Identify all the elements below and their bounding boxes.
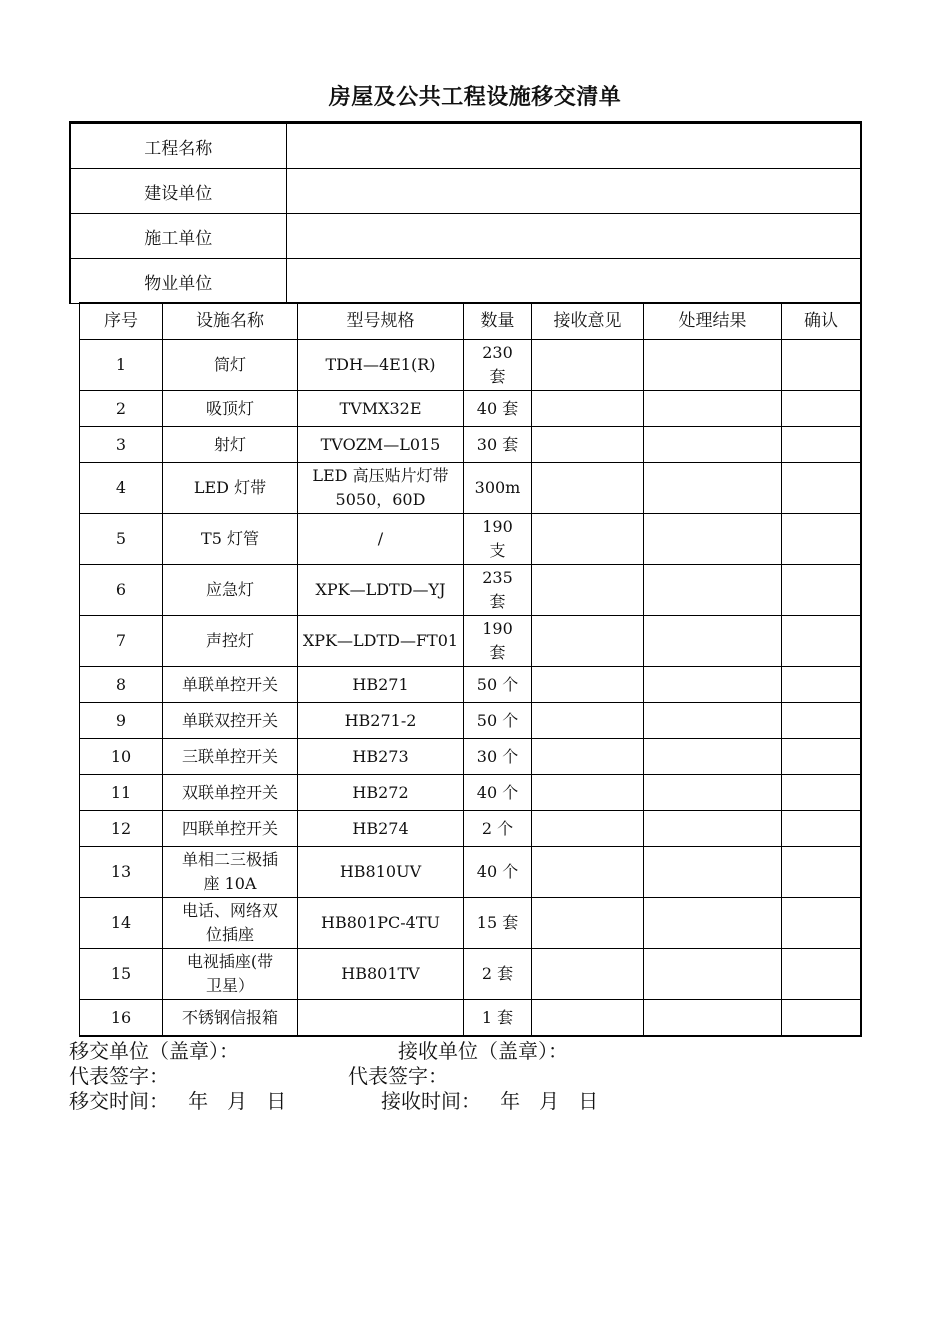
acceptance-opinion-cell[interactable] <box>532 1000 644 1037</box>
acceptance-opinion-cell[interactable] <box>532 775 644 811</box>
table-row <box>80 340 862 391</box>
processing-result-cell[interactable] <box>644 847 782 898</box>
receive-time-label: 接收时间： 年 月 日 <box>381 1089 599 1113</box>
model-spec: HB801TV <box>298 949 464 1000</box>
column-header: 型号规格 <box>298 303 464 340</box>
confirmation-cell[interactable] <box>782 391 862 427</box>
acceptance-opinion-cell[interactable] <box>532 739 644 775</box>
acceptance-opinion-cell[interactable] <box>532 898 644 949</box>
confirmation-cell[interactable] <box>782 775 862 811</box>
confirmation-cell[interactable] <box>782 616 862 667</box>
row-number: 14 <box>80 898 163 949</box>
row-number: 5 <box>80 514 163 565</box>
info-value[interactable] <box>286 123 861 169</box>
row-number: 11 <box>80 775 163 811</box>
info-row <box>70 259 861 304</box>
model-spec: XPK—LDTD—FT01 <box>298 616 464 667</box>
acceptance-opinion-cell[interactable] <box>532 340 644 391</box>
model-spec: XPK—LDTD—YJ <box>298 565 464 616</box>
row-number: 1 <box>80 340 163 391</box>
facility-name: 三联单控开关 <box>163 739 298 775</box>
facility-name: 应急灯 <box>163 565 298 616</box>
confirmation-cell[interactable] <box>782 739 862 775</box>
quantity: 40 套 <box>464 391 532 427</box>
facility-name: 电话、网络双 位插座 <box>163 898 298 949</box>
row-number: 8 <box>80 667 163 703</box>
processing-result-cell[interactable] <box>644 703 782 739</box>
model-spec: HB272 <box>298 775 464 811</box>
facility-name: T5 灯管 <box>163 514 298 565</box>
row-number: 6 <box>80 565 163 616</box>
processing-result-cell[interactable] <box>644 898 782 949</box>
processing-result-cell[interactable] <box>644 739 782 775</box>
confirmation-cell[interactable] <box>782 463 862 514</box>
model-spec: LED 高压贴片灯带 5050，60D <box>298 463 464 514</box>
confirmation-cell[interactable] <box>782 703 862 739</box>
info-label: 建设单位 <box>70 169 286 214</box>
row-number: 16 <box>80 1000 163 1037</box>
table-row <box>80 463 862 514</box>
info-row <box>70 169 861 214</box>
acceptance-opinion-cell[interactable] <box>532 667 644 703</box>
info-value[interactable] <box>286 214 861 259</box>
info-label: 工程名称 <box>70 123 286 169</box>
column-header: 序号 <box>80 303 163 340</box>
transfer-representative-label: 代表签字： <box>69 1064 169 1088</box>
processing-result-cell[interactable] <box>644 427 782 463</box>
table-row <box>80 391 862 427</box>
quantity: 190 支 <box>464 514 532 565</box>
acceptance-opinion-cell[interactable] <box>532 391 644 427</box>
facility-name: 不锈钢信报箱 <box>163 1000 298 1037</box>
row-number: 13 <box>80 847 163 898</box>
info-row <box>70 123 861 169</box>
acceptance-opinion-cell[interactable] <box>532 616 644 667</box>
transfer-time-label: 移交时间： 年 月 日 <box>69 1089 287 1113</box>
document-title: 房屋及公共工程设施移交清单 <box>328 85 622 110</box>
row-number: 9 <box>80 703 163 739</box>
table-row <box>80 616 862 667</box>
table-row <box>80 775 862 811</box>
facility-name: 单联单控开关 <box>163 667 298 703</box>
row-number: 15 <box>80 949 163 1000</box>
table-row <box>80 703 862 739</box>
info-value[interactable] <box>286 169 861 214</box>
model-spec: TVOZM—L015 <box>298 427 464 463</box>
facility-name: 吸顶灯 <box>163 391 298 427</box>
processing-result-cell[interactable] <box>644 616 782 667</box>
table-row <box>80 847 862 898</box>
acceptance-opinion-cell[interactable] <box>532 847 644 898</box>
row-number: 10 <box>80 739 163 775</box>
project-info-table <box>69 121 862 304</box>
processing-result-cell[interactable] <box>644 775 782 811</box>
facility-name: 单联双控开关 <box>163 703 298 739</box>
table-row <box>80 565 862 616</box>
column-header: 数量 <box>464 303 532 340</box>
facility-name: 单相二三极插 座 10A <box>163 847 298 898</box>
facility-name: 筒灯 <box>163 340 298 391</box>
facility-items-table <box>79 302 862 1037</box>
table-row <box>80 811 862 847</box>
table-row <box>80 898 862 949</box>
processing-result-cell[interactable] <box>644 565 782 616</box>
model-spec: / <box>298 514 464 565</box>
model-spec: HB810UV <box>298 847 464 898</box>
model-spec: HB274 <box>298 811 464 847</box>
processing-result-cell[interactable] <box>644 949 782 1000</box>
acceptance-opinion-cell[interactable] <box>532 811 644 847</box>
quantity: 2 套 <box>464 949 532 1000</box>
facility-name: 电视插座(带 卫星） <box>163 949 298 1000</box>
model-spec: HB271 <box>298 667 464 703</box>
quantity: 50 个 <box>464 667 532 703</box>
processing-result-cell[interactable] <box>644 667 782 703</box>
processing-result-cell[interactable] <box>644 391 782 427</box>
quantity: 40 个 <box>464 775 532 811</box>
quantity: 30 套 <box>464 427 532 463</box>
facility-name: 射灯 <box>163 427 298 463</box>
processing-result-cell[interactable] <box>644 514 782 565</box>
table-row <box>80 949 862 1000</box>
table-header-row <box>80 303 862 340</box>
confirmation-cell[interactable] <box>782 667 862 703</box>
quantity: 190 套 <box>464 616 532 667</box>
model-spec <box>298 1000 464 1037</box>
acceptance-opinion-cell[interactable] <box>532 949 644 1000</box>
quantity: 50 个 <box>464 703 532 739</box>
model-spec: HB801PC-4TU <box>298 898 464 949</box>
column-header: 处理结果 <box>644 303 782 340</box>
acceptance-opinion-cell[interactable] <box>532 514 644 565</box>
quantity: 300m <box>464 463 532 514</box>
table-row <box>80 1000 862 1037</box>
acceptance-opinion-cell[interactable] <box>532 427 644 463</box>
confirmation-cell[interactable] <box>782 811 862 847</box>
table-row <box>80 427 862 463</box>
column-header: 确认 <box>782 303 862 340</box>
quantity: 15 套 <box>464 898 532 949</box>
confirmation-cell[interactable] <box>782 847 862 898</box>
acceptance-opinion-cell[interactable] <box>532 703 644 739</box>
facility-name: 四联单控开关 <box>163 811 298 847</box>
quantity: 30 个 <box>464 739 532 775</box>
acceptance-opinion-cell[interactable] <box>532 463 644 514</box>
processing-result-cell[interactable] <box>644 340 782 391</box>
row-number: 7 <box>80 616 163 667</box>
column-header: 设施名称 <box>163 303 298 340</box>
table-row <box>80 739 862 775</box>
confirmation-cell[interactable] <box>782 949 862 1000</box>
confirmation-cell[interactable] <box>782 565 862 616</box>
model-spec: HB273 <box>298 739 464 775</box>
processing-result-cell[interactable] <box>644 811 782 847</box>
quantity: 235 套 <box>464 565 532 616</box>
quantity: 1 套 <box>464 1000 532 1037</box>
receive-unit-label: 接收单位（盖章）： <box>398 1039 568 1063</box>
row-number: 4 <box>80 463 163 514</box>
confirmation-cell[interactable] <box>782 340 862 391</box>
confirmation-cell[interactable] <box>782 427 862 463</box>
column-header: 接收意见 <box>532 303 644 340</box>
info-value[interactable] <box>286 259 861 304</box>
quantity: 2 个 <box>464 811 532 847</box>
quantity: 230 套 <box>464 340 532 391</box>
table-row <box>80 514 862 565</box>
info-label: 施工单位 <box>70 214 286 259</box>
info-row <box>70 214 861 259</box>
row-number: 12 <box>80 811 163 847</box>
confirmation-cell[interactable] <box>782 514 862 565</box>
acceptance-opinion-cell[interactable] <box>532 565 644 616</box>
facility-name: 声控灯 <box>163 616 298 667</box>
facility-name: LED 灯带 <box>163 463 298 514</box>
quantity: 40 个 <box>464 847 532 898</box>
table-row <box>80 667 862 703</box>
confirmation-cell[interactable] <box>782 1000 862 1037</box>
row-number: 2 <box>80 391 163 427</box>
model-spec: TVMX32E <box>298 391 464 427</box>
info-label: 物业单位 <box>70 259 286 304</box>
transfer-unit-label: 移交单位（盖章）： <box>69 1039 239 1063</box>
row-number: 3 <box>80 427 163 463</box>
processing-result-cell[interactable] <box>644 1000 782 1037</box>
model-spec: HB271-2 <box>298 703 464 739</box>
facility-name: 双联单控开关 <box>163 775 298 811</box>
model-spec: TDH—4E1(R) <box>298 340 464 391</box>
processing-result-cell[interactable] <box>644 463 782 514</box>
receive-representative-label: 代表签字： <box>348 1064 448 1088</box>
confirmation-cell[interactable] <box>782 898 862 949</box>
